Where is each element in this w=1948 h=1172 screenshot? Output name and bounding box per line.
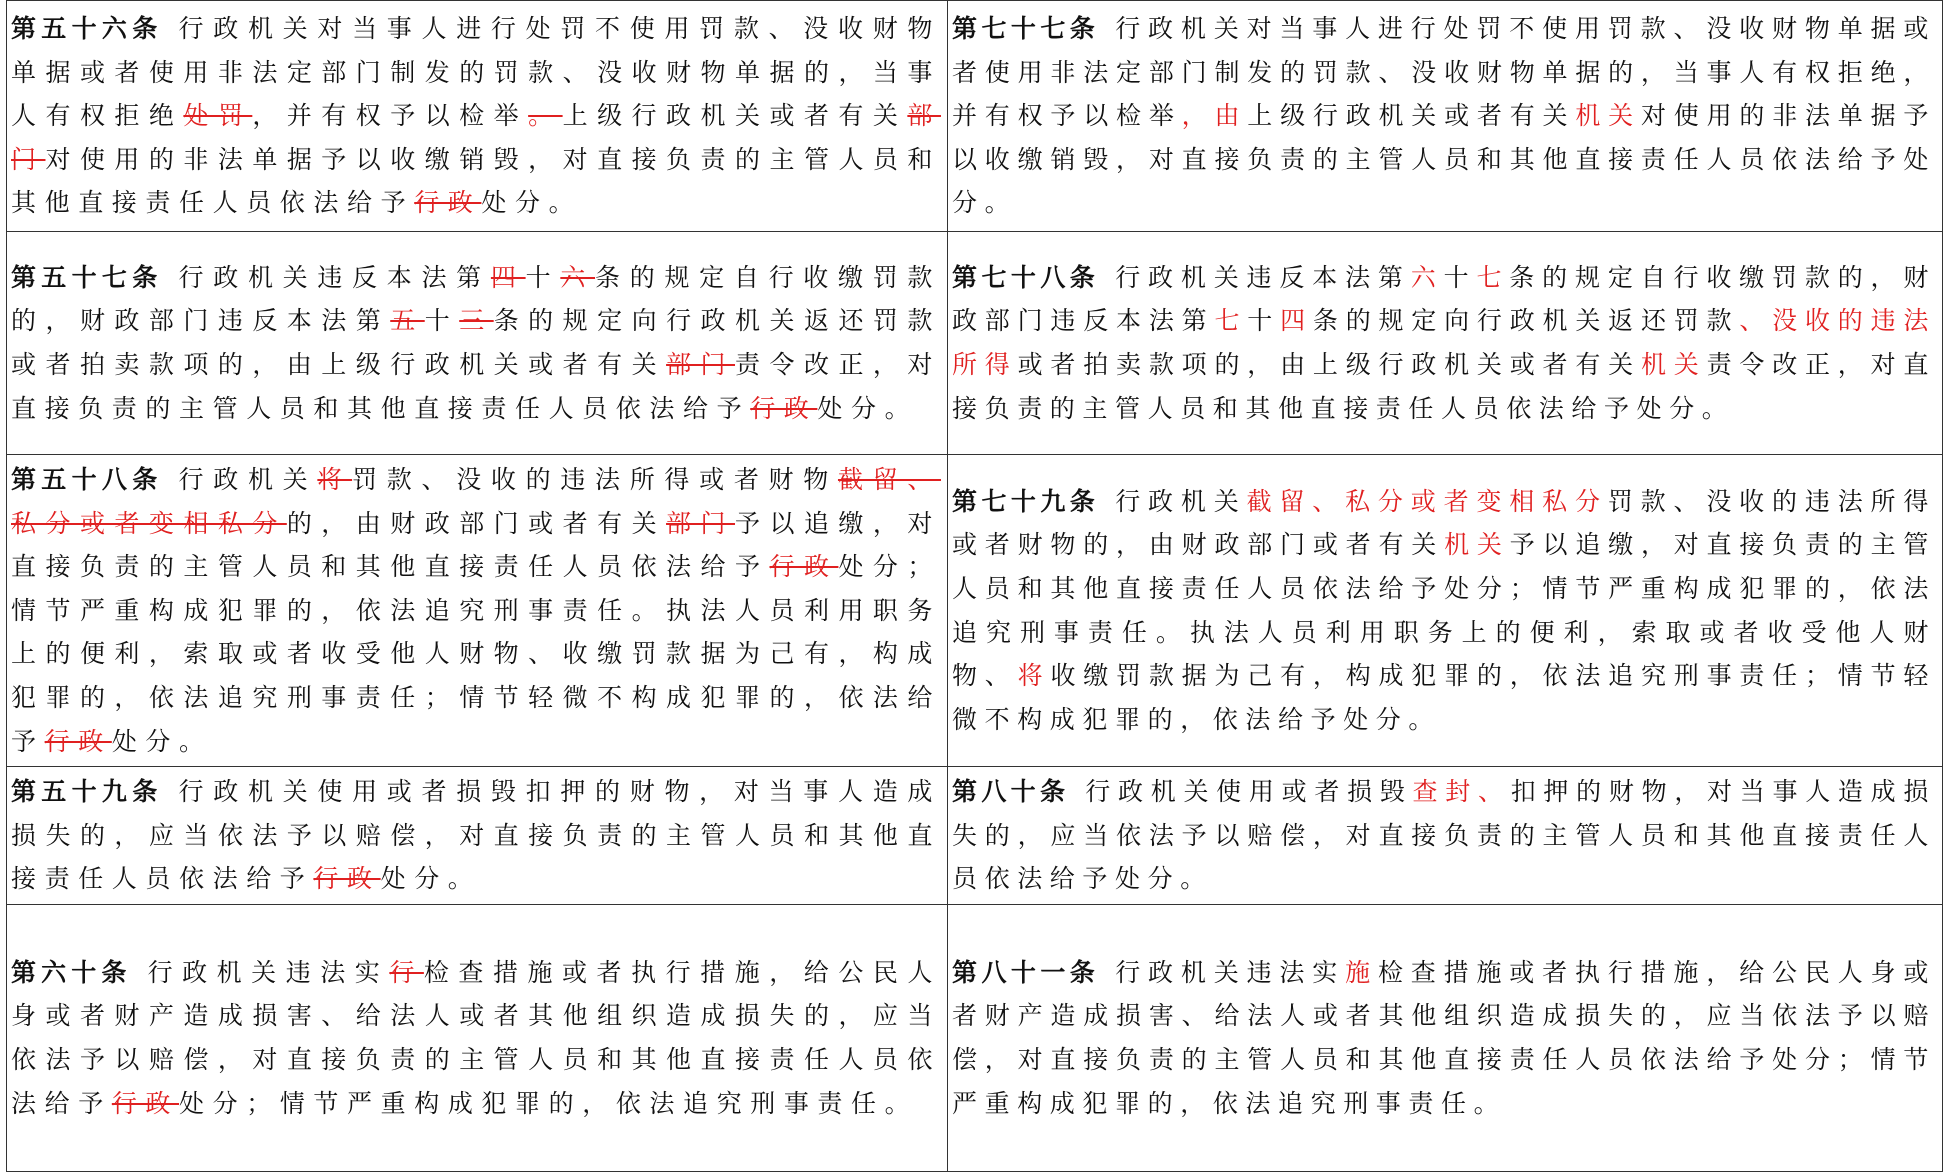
new-article-80: [948, 767, 1943, 905]
deleted-text: 行政: [750, 393, 818, 423]
clause-text: 处分。: [111, 726, 213, 756]
clause-text: 行政机关: [1115, 486, 1247, 516]
article-number: 第七十九条: [952, 486, 1100, 516]
clause-text: 处分。: [380, 864, 482, 894]
deleted-text: 部门: [666, 508, 735, 538]
clause-text: 十: [424, 306, 460, 336]
clause-text: 条的规定自行收缴罚款的，财政部门违反本法第: [952, 262, 1936, 336]
inserted-text: 机关: [1444, 530, 1510, 560]
inserted-text: 七: [1214, 306, 1248, 336]
clause-text: 行政机关对当事人进行处罚不使用罚款、没收财物单据或者使用非法定部门制发的罚款、没收财物单据的，当事人有权拒绝，并有权予以检举: [952, 14, 1936, 131]
inserted-text: 机关: [1640, 350, 1707, 379]
clause-text: 处分。: [481, 188, 583, 218]
article-number: 第八十条: [952, 777, 1070, 807]
deleted-text: 五: [390, 306, 425, 336]
inserted-text: 六: [1410, 262, 1444, 292]
table-row: [7, 767, 1943, 905]
deleted-text: 行政: [111, 1088, 180, 1118]
old-article-60: [7, 904, 948, 1171]
inserted-text: 、没收的违法所得: [952, 306, 1936, 379]
clause-text: 行政机关使用或者损毁: [1085, 777, 1413, 807]
new-article-79: [948, 455, 1943, 767]
comparison-table: [6, 0, 1943, 1172]
clause-text: 对使用的非法单据予以收缴销毁，对直接负责的主管人员和其他直接责任人员依法给予处分。: [952, 101, 1937, 218]
deleted-text: 部门: [666, 350, 736, 379]
clause-text: 条的规定向行政机关返还罚款: [1312, 306, 1740, 336]
inserted-text: 将: [1017, 661, 1051, 691]
clause-text: ，并有权予以检举: [252, 101, 529, 131]
inserted-text: 查封、: [1412, 777, 1511, 807]
clause-text: 上级行政机关或者有关: [1247, 101, 1576, 131]
deleted-text: 处罚: [183, 101, 253, 131]
deleted-text: 部门: [11, 101, 941, 174]
article-number: 第八十一条: [952, 957, 1100, 987]
clause-text: 行政机关违法实: [147, 957, 390, 987]
clause-text: 处分；情节严重构成犯罪的，依法追究刑事责任。: [179, 1088, 919, 1118]
new-article-81: [948, 904, 1943, 1171]
comparison-table-body: [7, 1, 1943, 1172]
clause-text: 扣押的财物，对当事人造成损失的，应当依法予以赔偿，对直接负责的主管人员和其他直接责任人员依法给予处分。: [952, 777, 1936, 894]
deleted-text: 三: [459, 306, 494, 336]
article-number: 第五十九条: [11, 777, 163, 807]
clause-text: 行政机关使用或者损毁扣押的财物，对当事人造成损失的，应当依法予以赔偿，对直接负责的主管人员和其他直接责任人员依法给予: [11, 777, 941, 894]
clause-text: 行政机关违反本法第: [1115, 262, 1411, 292]
deleted-text: 截留、私分或者变相私分: [11, 465, 941, 538]
deleted-text: 将: [317, 465, 353, 494]
deleted-text: 行政: [313, 864, 381, 894]
clause-text: 处分；情节严重构成犯罪的，依法追究刑事责任。执法人员利用职务上的便利，索取或者收受他人财物、收缴罚款据为己有，构成犯罪的，依法追究刑事责任；情节轻微不构成犯罪的，依法给予: [11, 552, 941, 756]
inserted-text: 截留、私分或者变相私分: [1246, 486, 1608, 516]
new-article-77: [948, 1, 1943, 232]
inserted-text: ，由: [1181, 101, 1248, 131]
clause-text: 十: [1443, 262, 1477, 292]
article-number: 第五十七条: [11, 262, 163, 292]
clause-text: 行政机关: [178, 465, 318, 494]
new-article-78: [948, 232, 1943, 455]
clause-text: 十: [525, 262, 561, 292]
old-article-59: [7, 767, 948, 905]
inserted-text: 七: [1476, 262, 1510, 292]
table-row: [7, 455, 1943, 767]
article-number: 第五十八条: [11, 465, 163, 494]
clause-text: 上级行政机关或者有关: [562, 101, 908, 131]
clause-text: 十: [1247, 306, 1281, 336]
table-row: [7, 904, 1943, 1171]
article-number: 第五十六条: [11, 14, 163, 44]
article-number: 第七十八条: [952, 262, 1100, 292]
deleted-text: 行: [389, 957, 424, 987]
clause-text: 条的规定自行收缴罚款的，财政部门违反本法第: [11, 262, 941, 336]
table-row: [7, 232, 1943, 455]
deleted-text: 。: [528, 101, 563, 131]
clause-text: 责令改正，对直接负责的主管人员和其他直接责任人员依法给予处分。: [952, 350, 1937, 423]
deleted-text: 六: [560, 262, 596, 292]
clause-text: 予以追缴，对直接负责的主管人员和其他直接责任人员依法给予: [11, 508, 941, 582]
inserted-text: 四: [1280, 306, 1313, 336]
clause-text: 条的规定向行政机关返还罚款或者拍卖款项的，由上级行政机关或者有关: [11, 306, 941, 379]
deleted-text: 四: [490, 262, 526, 292]
deleted-text: 行政: [769, 552, 839, 582]
clause-text: 对使用的非法单据予以收缴销毁，对直接负责的主管人员和其他直接责任人员依法给予: [11, 144, 941, 218]
clause-text: 收缴罚款据为己有，构成犯罪的，依法追究刑事责任；情节轻微不构成犯罪的，依法给予处分。: [952, 661, 1937, 734]
old-article-56: [7, 1, 948, 232]
inserted-text: 机关: [1575, 101, 1641, 131]
clause-text: 罚款、没收的违法所得或者财物的，由财政部门或者有关: [952, 486, 1936, 560]
deleted-text: 行政: [414, 188, 482, 218]
old-article-57: [7, 232, 948, 455]
article-number: 第七十七条: [952, 14, 1100, 44]
inserted-text: 施: [1345, 957, 1378, 987]
clause-text: 予以追缴，对直接负责的主管人员和其他直接责任人员依法给予处分；情节严重构成犯罪的，依法追究刑事责任。执法人员利用职务上的便利，索取或者收受他人财物、: [952, 530, 1936, 691]
clause-text: 检查措施或者执行措施，给公民人身或者财产造成损害、给法人或者其他组织造成损失的，应当依法予以赔偿，对直接负责的主管人员和其他直接责任人员依法给予处分；情节严重构成犯罪的，依法追究刑事责任。: [952, 957, 1936, 1118]
clause-text: 行政机关违反本法第: [178, 262, 491, 292]
old-article-58: [7, 455, 948, 767]
deleted-text: 行政: [44, 726, 112, 756]
clause-text: 责令改正，对直接负责的主管人员和其他直接责任人员依法给予: [11, 350, 941, 423]
clause-text: 行政机关对当事人进行处罚不使用罚款、没收财物单据或者使用非法定部门制发的罚款、没收财物单据的，当事人有权拒绝: [11, 14, 941, 131]
table-row: [7, 1, 1943, 232]
clause-text: 的，由财政部门或者有关: [286, 508, 667, 538]
article-number: 第六十条: [11, 957, 132, 987]
clause-text: 罚款、没收的违法所得或者财物: [352, 465, 838, 494]
clause-text: 处分。: [817, 393, 919, 423]
clause-text: 或者拍卖款项的，由上级行政机关或者有关: [1017, 350, 1641, 379]
clause-text: 检查措施或者执行措施，给公民人身或者财产造成损害、给法人或者其他组织造成损失的，应当依法予以赔偿，对直接负责的主管人员和其他直接责任人员依法给予: [11, 957, 941, 1118]
clause-text: 行政机关违法实: [1115, 957, 1346, 987]
